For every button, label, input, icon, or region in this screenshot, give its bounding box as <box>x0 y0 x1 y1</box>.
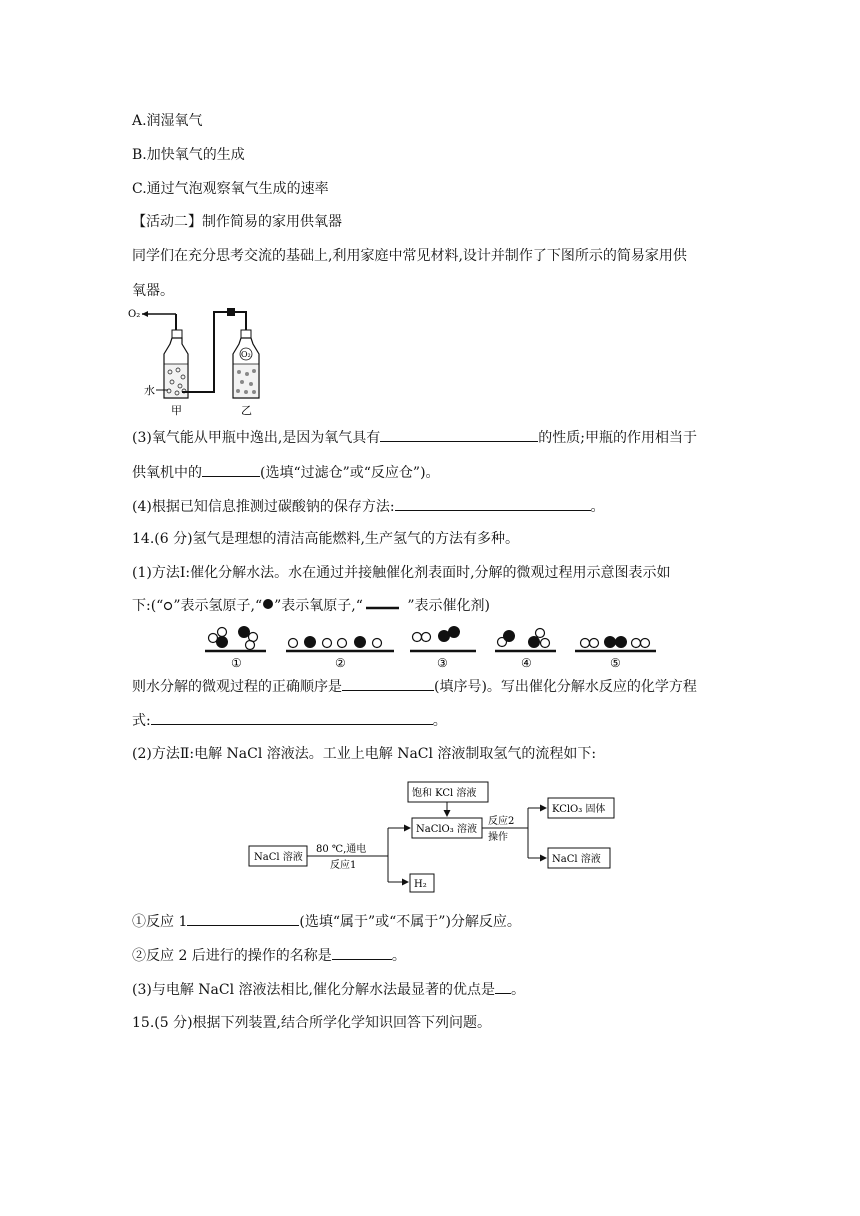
q3-text4: (选填“过滤仓”或“反应仓”)。 <box>260 465 440 481</box>
oxygen-atom-icon <box>262 597 274 611</box>
catalyst-icon <box>363 599 403 611</box>
r1-text-b: (选填“属于”或“不属于”)分解反应。 <box>299 914 521 930</box>
option-c: C.通过气泡观察氧气生成的速率 <box>132 181 329 197</box>
flow-h2: H₂ <box>414 879 427 890</box>
q14-method1-line1: (1)方法Ⅰ:催化分解水法。水在通过并接触催化剂表面时,分解的微观过程用示意图表示如 <box>132 565 671 581</box>
flow-condition: 80 ℃,通电 <box>316 844 367 855</box>
q14-title: 14.(6 分)氢气是理想的清洁高能燃料,生产氢气的方法有多种。 <box>132 531 519 547</box>
q14-q3-end: 。 <box>510 982 525 998</box>
bottle-a-label: 甲 <box>171 404 182 417</box>
flow-kcl: 饱和 KCl 溶液 <box>412 788 477 799</box>
q3-text1: (3)氧气能从甲瓶中逸出,是因为氧气具有 <box>132 430 381 446</box>
hydrogen-atom-icon <box>163 599 173 611</box>
flow-reaction1: 反应1 <box>330 860 357 871</box>
bottle-b <box>233 330 259 398</box>
water-label: 水 <box>144 384 155 397</box>
q14-r1-line <box>132 911 521 932</box>
step-3 <box>410 626 476 670</box>
step-3-label: ③ <box>437 656 448 670</box>
q3-line2 <box>132 462 440 483</box>
legend-text-d: ”表示催化剂) <box>402 598 490 614</box>
q4-blank <box>395 496 591 511</box>
step-5-label: ⑤ <box>610 656 621 670</box>
q14-q3-blank <box>495 979 511 994</box>
bottle-b-label: 乙 <box>241 404 252 417</box>
o2-inner-label: O₂ <box>241 350 251 359</box>
q15-title: 15.(5 分)根据下列装置,结合所学化学知识回答下列问题。 <box>132 1015 491 1031</box>
oxygen-supplier-figure <box>126 302 276 420</box>
r1-text-a: ①反应 1 <box>132 914 188 930</box>
step-1-label: ① <box>231 656 242 670</box>
q14-q3-text: (3)与电解 NaCl 溶液法相比,催化分解水法最显著的优点是 <box>132 982 495 998</box>
legend-text-c: ”表示氧原子,“ <box>274 598 363 614</box>
q3-text3: 供氧机中的 <box>132 465 202 481</box>
q4-text: (4)根据已知信息推测过碳酸钠的保存方法: <box>132 499 395 515</box>
equation-end: 。 <box>432 713 447 729</box>
r2-end: 。 <box>391 948 406 964</box>
flow-nacl-in: NaCl 溶液 <box>254 852 303 863</box>
step-4-label: ④ <box>521 656 532 670</box>
r2-text: ②反应 2 后进行的操作的名称是 <box>132 948 332 964</box>
bottle-a <box>164 330 188 398</box>
q3-blank2 <box>202 462 260 477</box>
legend-text-a: 下:(“ <box>132 598 164 614</box>
option-b: B.加快氧气的生成 <box>132 147 245 163</box>
q14-q3-line <box>132 979 525 1000</box>
o2-out-label: O₂ <box>128 309 141 320</box>
order-text-b: (填序号)。写出催化分解水反应的化学方程 <box>434 679 697 695</box>
step-2-label: ② <box>335 656 346 670</box>
q3-blank1 <box>380 427 538 442</box>
activity2-desc-line1: 同学们在充分思考交流的基础上,利用家庭中常见材料,设计并制作了下图所示的简易家用供 <box>132 248 687 264</box>
legend-text-b: ”表示氢原子,“ <box>173 598 263 614</box>
q3-text2: 的性质;甲瓶的作用相当于 <box>538 430 697 446</box>
q4-end: 。 <box>590 499 605 515</box>
activity2-title: 【活动二】制作简易的家用供氧器 <box>132 214 342 230</box>
activity2-desc-line2: 氧器。 <box>132 283 174 299</box>
q14-order-line <box>132 676 697 697</box>
option-a: A.润湿氧气 <box>132 113 203 129</box>
flow-operate: 操作 <box>488 832 508 843</box>
equation-text: 式: <box>132 713 151 729</box>
order-blank <box>342 676 434 691</box>
step-1 <box>205 626 266 670</box>
flow-chart <box>244 778 624 896</box>
step-5 <box>575 636 656 670</box>
equation-blank <box>151 710 433 725</box>
micro-process-figure <box>200 620 660 672</box>
q14-method2-title: (2)方法Ⅱ:电解 NaCl 溶液法。工业上电解 NaCl 溶液制取氢气的流程如下: <box>132 746 597 762</box>
flow-reaction2: 反应2 <box>488 816 515 827</box>
r2-blank <box>332 945 392 960</box>
step-2 <box>286 636 394 670</box>
q14-method1-line2 <box>132 596 490 616</box>
r1-blank <box>187 911 299 926</box>
q4-line <box>132 496 605 517</box>
q14-r2-line <box>132 945 406 966</box>
order-text-a: 则水分解的微观过程的正确顺序是 <box>132 679 342 695</box>
q14-equation-line <box>132 710 447 731</box>
flow-nacl-out: NaCl 溶液 <box>552 854 601 865</box>
step-4 <box>495 629 556 671</box>
flow-naclo3: NaClO₃ 溶液 <box>416 824 477 835</box>
flow-kclo3: KClO₃ 固体 <box>552 804 606 815</box>
q3-line1 <box>132 427 697 448</box>
